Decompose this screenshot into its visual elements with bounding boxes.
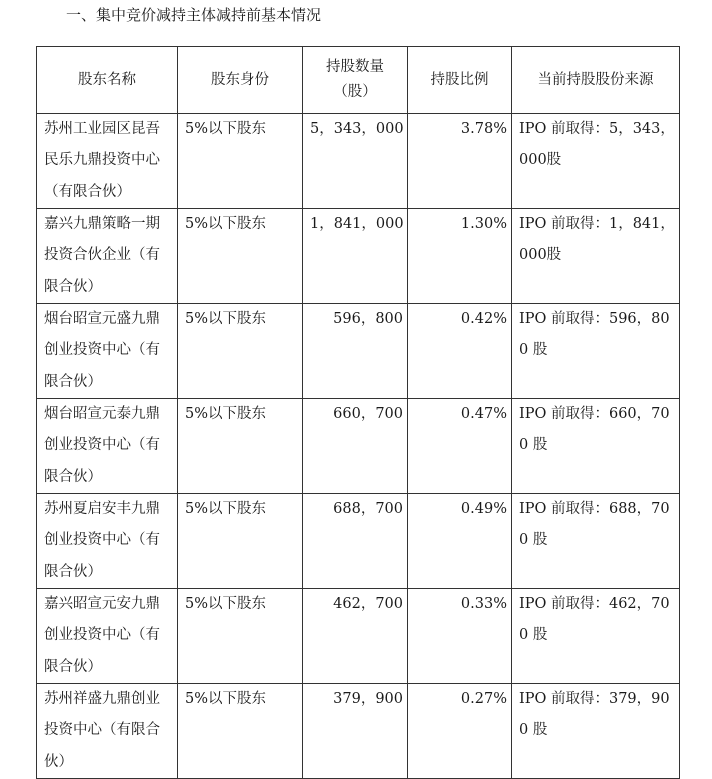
table-row <box>37 114 680 209</box>
cell-share-count: 688，700 <box>303 494 408 589</box>
header-share-source: 当前持股股份来源 <box>512 47 680 114</box>
cell-share-source: IPO 前取得：462，700 股 <box>512 589 680 684</box>
header-shareholder-identity: 股东身份 <box>178 47 303 114</box>
table-header-row <box>37 47 680 114</box>
table-row <box>37 304 680 399</box>
cell-shareholder-identity: 5%以下股东 <box>178 209 303 304</box>
table-row <box>37 209 680 304</box>
cell-share-count: 1，841，000 <box>303 209 408 304</box>
cell-share-count: 660，700 <box>303 399 408 494</box>
cell-share-ratio: 1.30% <box>408 209 512 304</box>
cell-shareholder-name: 烟台昭宣元泰九鼎创业投资中心（有限合伙） <box>37 399 178 494</box>
cell-shareholder-identity: 5%以下股东 <box>178 684 303 779</box>
cell-shareholder-identity: 5%以下股东 <box>178 304 303 399</box>
cell-shareholder-identity: 5%以下股东 <box>178 494 303 589</box>
cell-share-source: IPO 前取得：1，841，000股 <box>512 209 680 304</box>
header-share-count-unit: （股） <box>333 84 377 100</box>
header-share-ratio: 持股比例 <box>408 47 512 114</box>
cell-share-source: IPO 前取得：660，700 股 <box>512 399 680 494</box>
cell-share-source: IPO 前取得：596，800 股 <box>512 304 680 399</box>
header-share-count-label: 持股数量 <box>326 59 384 75</box>
header-share-count <box>303 47 408 114</box>
cell-shareholder-identity: 5%以下股东 <box>178 399 303 494</box>
cell-shareholder-identity: 5%以下股东 <box>178 114 303 209</box>
cell-share-ratio: 0.33% <box>408 589 512 684</box>
cell-share-ratio: 0.47% <box>408 399 512 494</box>
cell-share-source: IPO 前取得：688，700 股 <box>512 494 680 589</box>
cell-shareholder-name: 苏州祥盛九鼎创业投资中心（有限合伙） <box>37 684 178 779</box>
cell-share-count: 462，700 <box>303 589 408 684</box>
cell-share-source: IPO 前取得：5，343，000股 <box>512 114 680 209</box>
table-row <box>37 399 680 494</box>
cell-share-count: 5，343，000 <box>303 114 408 209</box>
cell-share-ratio: 0.27% <box>408 684 512 779</box>
cell-share-count: 379，900 <box>303 684 408 779</box>
cell-shareholder-name: 嘉兴九鼎策略一期投资合伙企业（有限合伙） <box>37 209 178 304</box>
cell-shareholder-name: 苏州夏启安丰九鼎创业投资中心（有限合伙） <box>37 494 178 589</box>
table-row <box>37 589 680 684</box>
cell-shareholder-name: 烟台昭宣元盛九鼎创业投资中心（有限合伙） <box>37 304 178 399</box>
shareholder-table <box>36 46 680 779</box>
cell-share-source: IPO 前取得：379，900 股 <box>512 684 680 779</box>
section-heading: 一、集中竞价减持主体减持前基本情况 <box>66 6 322 24</box>
cell-share-ratio: 0.42% <box>408 304 512 399</box>
header-shareholder-name: 股东名称 <box>37 47 178 114</box>
cell-shareholder-name: 嘉兴昭宣元安九鼎创业投资中心（有限合伙） <box>37 589 178 684</box>
table-row <box>37 684 680 779</box>
cell-share-ratio: 3.78% <box>408 114 512 209</box>
table-row <box>37 494 680 589</box>
cell-shareholder-identity: 5%以下股东 <box>178 589 303 684</box>
cell-share-count: 596，800 <box>303 304 408 399</box>
cell-shareholder-name: 苏州工业园区昆吾民乐九鼎投资中心（有限合伙） <box>37 114 178 209</box>
cell-share-ratio: 0.49% <box>408 494 512 589</box>
